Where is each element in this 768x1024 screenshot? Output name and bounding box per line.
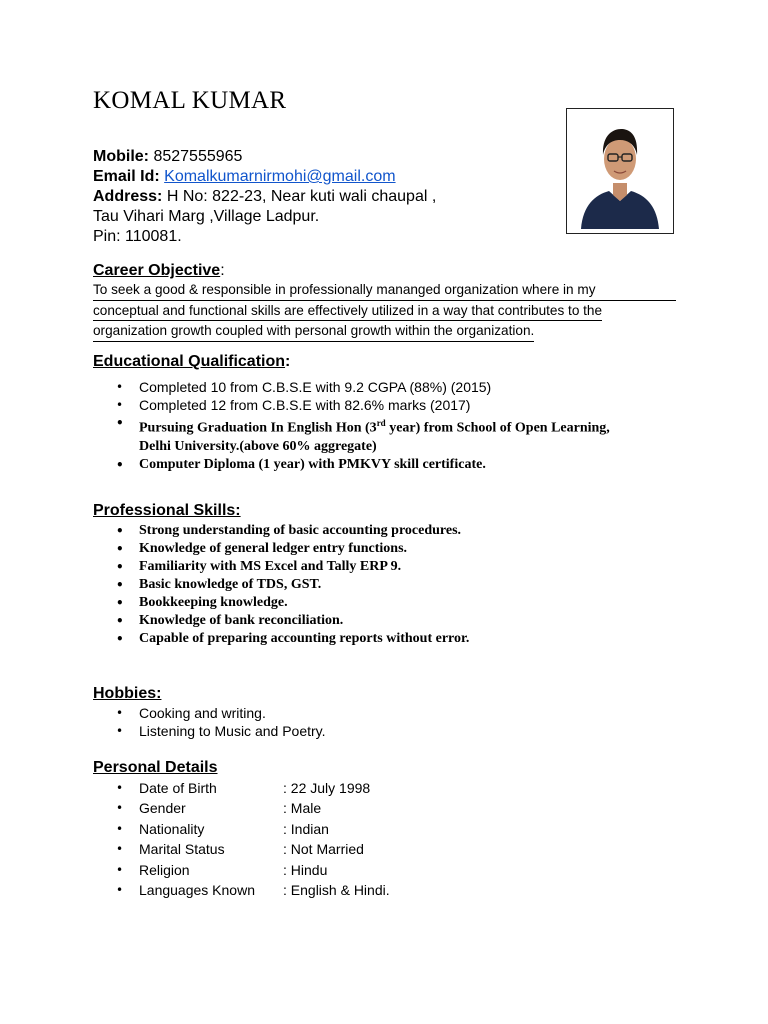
address-line-3: Pin: 110081. — [93, 228, 182, 245]
education-title: Educational Qualification — [93, 353, 286, 370]
list-item: • Cooking and writing. — [0, 704, 326, 722]
education-list — [0, 378, 610, 474]
personal-details-list — [0, 778, 390, 900]
list-item: • Strong understanding of basic accounting procedures. — [0, 522, 469, 540]
personal-details-heading: Personal Details — [93, 759, 218, 776]
mobile-label: Mobile: — [93, 148, 149, 165]
hobbies-heading: Hobbies: — [93, 685, 162, 702]
list-item: • Familiarity with MS Excel and Tally ERP 9. — [0, 558, 469, 576]
list-item: • Computer Diploma (1 year) with PMKVY skill certificate. — [0, 456, 610, 474]
list-item: • Marital Status : Not Married — [0, 839, 390, 859]
hobbies-list — [0, 704, 326, 740]
list-item: • Languages Known : English & Hindi. — [0, 880, 390, 900]
list-item: • Pursuing Graduation In English Hon (3rd year) from School of Open Learning, Delhi University.(above 60% aggregate) — [0, 414, 610, 456]
objective-line-1: To seek a good & responsible in professionally mananged organization where in my — [93, 280, 676, 301]
career-objective-text — [93, 280, 676, 342]
list-item: • Religion : Hindu — [0, 860, 390, 880]
list-item: • Listening to Music and Poetry. — [0, 722, 326, 740]
career-objective-colon: : — [220, 262, 225, 279]
list-item: • Basic knowledge of TDS, GST. — [0, 576, 469, 594]
career-objective-heading — [93, 262, 225, 280]
list-item: • Knowledge of bank reconciliation. — [0, 612, 469, 630]
list-item: • Gender : Male — [0, 798, 390, 818]
profile-photo — [566, 108, 674, 234]
address-label: Address: — [93, 188, 163, 205]
email-link[interactable]: Komalkumarnirmohi@gmail.com — [164, 168, 396, 185]
contact-block — [93, 147, 436, 247]
address-line-2: Tau Vihari Marg ,Village Ladpur. — [93, 208, 320, 225]
list-item: • Completed 12 from C.B.S.E with 82.6% marks (2017) — [0, 396, 610, 414]
mobile-line — [93, 147, 436, 167]
objective-line-3: organization growth coupled with personal growth within the organization. — [93, 321, 676, 342]
list-item: • Nationality : Indian — [0, 819, 390, 839]
resume-name: KOMAL KUMAR — [93, 87, 287, 114]
address-line-1: H No: 822-23, Near kuti wali chaupal , — [166, 188, 437, 205]
list-item: • Bookkeeping knowledge. — [0, 594, 469, 612]
list-item: • Date of Birth : 22 July 1998 — [0, 778, 390, 798]
career-objective-title: Career Objective — [93, 262, 221, 279]
education-heading — [93, 353, 290, 371]
list-item: • Capable of preparing accounting reports without error. — [0, 630, 469, 648]
education-colon: : — [285, 353, 291, 370]
address-line — [93, 187, 436, 207]
skills-heading: Professional Skills: — [93, 502, 241, 519]
list-item: • Completed 10 from C.B.S.E with 9.2 CGPA (88%) (2015) — [0, 378, 610, 396]
email-line — [93, 167, 436, 187]
skills-list — [0, 522, 469, 648]
person-photo-icon — [577, 113, 663, 229]
list-item: • Knowledge of general ledger entry functions. — [0, 540, 469, 558]
mobile-value: 8527555965 — [153, 148, 243, 165]
objective-line-2: conceptual and functional skills are effectively utilized in a way that contributes to the — [93, 301, 676, 322]
email-label: Email Id: — [93, 168, 160, 185]
